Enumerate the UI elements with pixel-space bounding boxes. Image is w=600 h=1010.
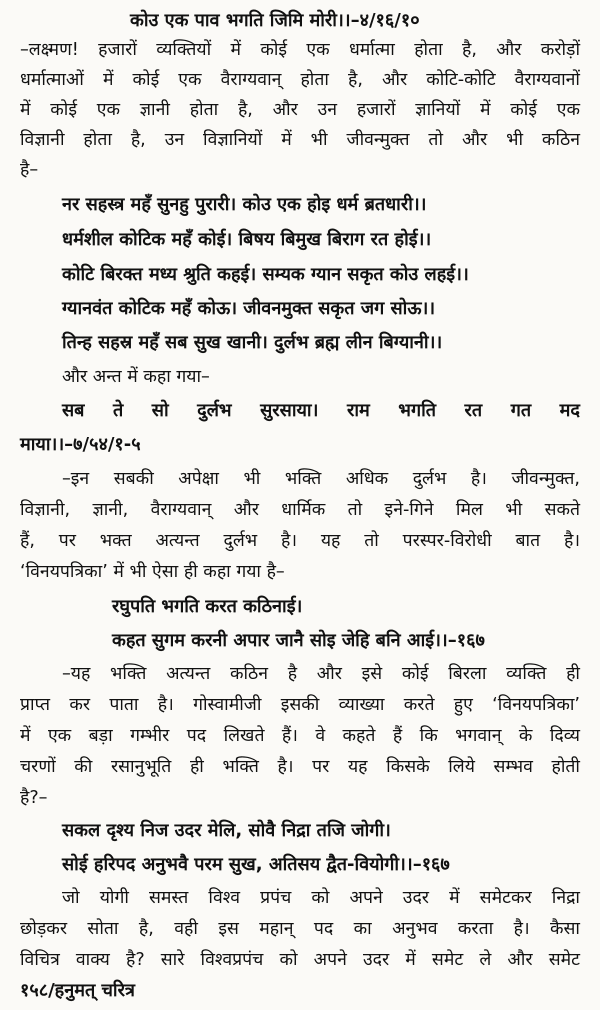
paragraph-line: धर्मात्माओं में कोई एक वैराग्यवान् होता है, और कोटि-कोटि वैराग्यवानों bbox=[20, 70, 580, 90]
verse-line: कोटि बिरक्त मध्य श्रुति कहई। सम्यक ग्यान सकृत कोउ लहई।। bbox=[62, 264, 469, 285]
paragraph-line: विचित्र वाक्य है? सारे विश्वप्रपंच को अपने उदर में समेट ले और समेट bbox=[20, 950, 580, 970]
paragraph-line: –लक्ष्मण! हजारों व्यक्तियों में कोई एक धर्मात्मा होता है, और करोड़ों bbox=[20, 40, 580, 60]
verse-line: कहत सुगम करनी अपार जानै सोइ जेहि बनि आई।।–१६७ bbox=[112, 630, 485, 651]
paragraph-line: –इन सबकी अपेक्षा भी भक्ति अधिक दुर्लभ है। जीवन्मुक्त, bbox=[62, 469, 580, 489]
verse-line: सब ते सो दुर्लभ सुरसाया। राम भगति रत गत मद bbox=[62, 400, 580, 421]
intro-line: और अन्त में कहा गया– bbox=[62, 367, 210, 387]
verse-line: माया।।–७/५४/१-५ bbox=[20, 434, 141, 455]
page-footer: १५८/हनुमत् चरित्र bbox=[20, 980, 135, 1001]
verse-line: ग्यानवंत कोटिक महँ कोऊ। जीवनमुक्त सकृत जग सोऊ।। bbox=[62, 298, 436, 319]
verse-line: धर्मशील कोटिक महँ कोई। बिषय बिमुख बिराग रत होई।। bbox=[62, 229, 432, 250]
paragraph-line: विज्ञानी, ज्ञानी, वैराग्यवान् और धार्मिक तो इने-गिने मिल भी सकते bbox=[20, 500, 580, 520]
paragraph-line: –यह भक्ति अत्यन्त कठिन है और इसे कोई बिरला व्यक्ति ही bbox=[62, 664, 580, 684]
paragraph-line: चरणों की रसानुभूति ही भक्ति है। पर यह किसके लिये सम्भव होती bbox=[20, 757, 580, 777]
paragraph-line: है– bbox=[20, 160, 39, 180]
paragraph-line: है?– bbox=[20, 788, 48, 808]
paragraph-line: जो योगी समस्त विश्व प्रपंच को अपने उदर में समेटकर निद्रा bbox=[62, 888, 580, 908]
paragraph-line: विज्ञानी होता है, उन विज्ञानियों में भी जीवन्मुक्त तो और भी कठिन bbox=[20, 130, 580, 150]
paragraph-line: प्राप्त कर पाता है। गोस्वामीजी इसकी व्याख्या करते हुए ‘विनयपत्रिका’ bbox=[20, 695, 580, 715]
verse-line: सकल दृश्य निज उदर मेलि, सोवै निद्रा तजि जोगी। bbox=[62, 820, 391, 841]
section-heading: कोउ एक पाव भगति जिमि मोरी।।–४/१६/१० bbox=[130, 10, 420, 31]
verse-line: तिन्ह सहस्र महँ सब सुख खानी। दुर्लभ ब्रह्म लीन बिग्यानी।। bbox=[62, 332, 443, 353]
verse-line: नर सहस्त्र महँ सुनहु पुरारी। कोउ एक होइ धर्म ब्रतधारी।। bbox=[62, 194, 427, 215]
paragraph-line: हैं, पर भक्त अत्यन्त दुर्लभ है। यह तो परस्पर-विरोधी बात है। bbox=[20, 531, 580, 551]
paragraph-line: में कोई एक ज्ञानी होता है, और उन हजारों ज्ञानियों में कोई एक bbox=[20, 100, 580, 120]
verse-line: रघुपति भगति करत कठिनाई। bbox=[112, 596, 303, 617]
paragraph-line: छोड़कर सोता है, वही इस महान् पद का अनुभव करता है। कैसा bbox=[20, 919, 580, 939]
verse-line: सोई हरिपद अनुभवै परम सुख, अतिसय द्वैत-वियोगी।।–१६७ bbox=[62, 854, 450, 875]
paragraph-line: ‘विनयपत्रिका’ में भी ऐसा ही कहा गया है– bbox=[20, 562, 285, 582]
paragraph-line: में एक बड़ा गम्भीर पद लिखते हैं। वे कहते हैं कि भगवान् के दिव्य bbox=[20, 726, 580, 746]
